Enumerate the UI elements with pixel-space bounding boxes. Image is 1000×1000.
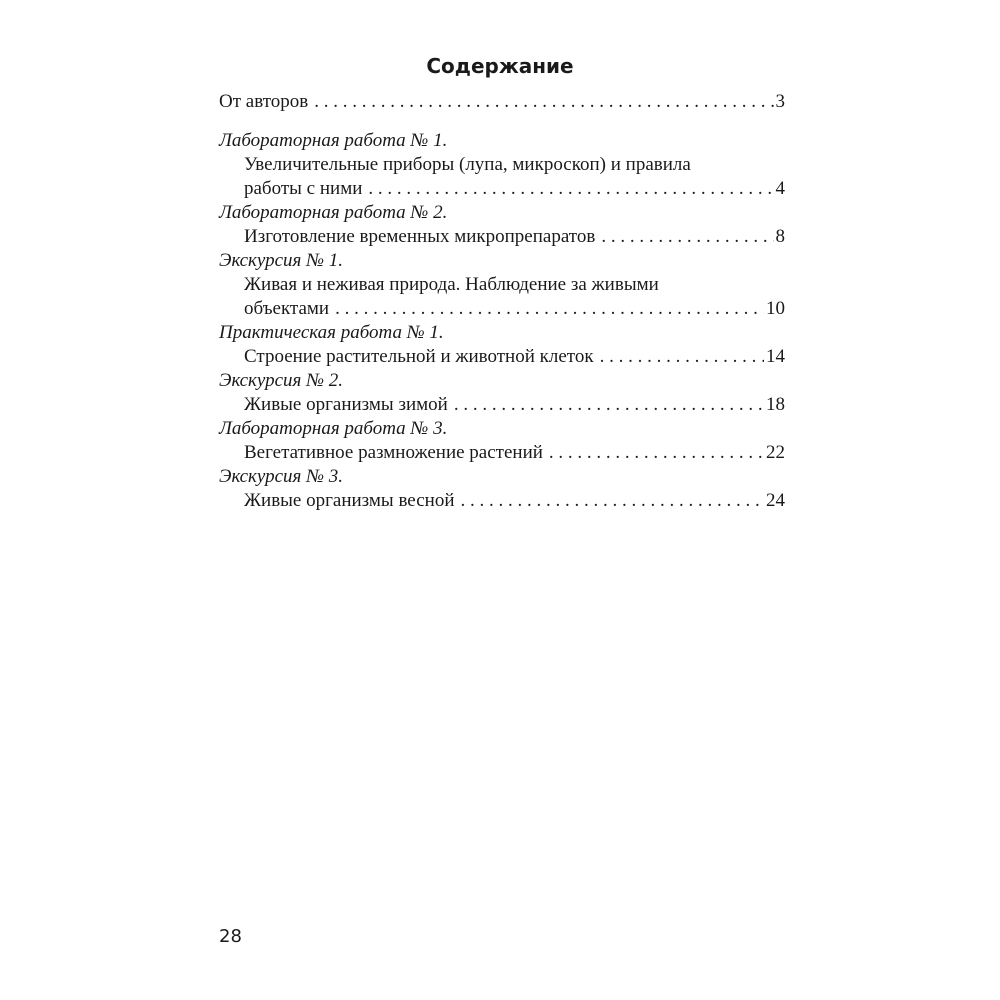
- toc-entry-text: Вегетативное размножение растений: [244, 442, 543, 463]
- toc-entry: [219, 177, 785, 201]
- toc-entry-text: Живые организмы весной: [244, 490, 455, 511]
- toc-section-heading: Практическая работа № 1.: [219, 322, 444, 343]
- toc-entry: [219, 393, 785, 417]
- toc-entry-page: 14: [766, 346, 785, 367]
- toc-entry-text: Живая и неживая природа. Наблюдение за живыми: [244, 274, 659, 295]
- toc-entry-text: объектами: [244, 298, 330, 319]
- toc-entry-text: Увеличительные приборы (лупа, микроскоп) и правила: [244, 154, 691, 175]
- toc-section-heading: Экскурсия № 2.: [219, 370, 344, 391]
- toc-entry-page: 3: [775, 91, 785, 112]
- page-title: Содержание: [426, 54, 574, 78]
- table-of-contents: [219, 90, 785, 513]
- toc-entry: [219, 297, 785, 321]
- toc-section-heading: Экскурсия № 1.: [219, 250, 344, 271]
- toc-section-heading: Экскурсия № 3.: [219, 466, 344, 487]
- dot-leader: [460, 489, 764, 513]
- toc-entry-page: 4: [775, 178, 785, 199]
- toc-entry: [219, 345, 785, 369]
- toc-entry: [219, 489, 785, 513]
- dot-leader: [454, 393, 764, 417]
- toc-section-heading: Лабораторная работа № 1.: [219, 130, 448, 151]
- dot-leader: [368, 177, 773, 201]
- toc-entry: [219, 441, 785, 465]
- toc-entry-page: 24: [766, 490, 785, 511]
- toc-entry-page: 10: [766, 298, 785, 319]
- toc-entry: [219, 225, 785, 249]
- toc-entry-text: работы с ними: [244, 178, 363, 199]
- dot-leader: [549, 441, 764, 465]
- dot-leader: [600, 345, 764, 369]
- dot-leader: [314, 90, 773, 114]
- dot-leader: [601, 225, 773, 249]
- toc-entry-page: 8: [775, 226, 785, 247]
- toc-entry-authors: [219, 90, 785, 114]
- toc-entry-page: 18: [766, 394, 785, 415]
- toc-entry-page: 22: [766, 442, 785, 463]
- toc-entry-text: Живые организмы зимой: [244, 394, 448, 415]
- toc-section-heading: Лабораторная работа № 3.: [219, 418, 448, 439]
- toc-entry-text: Изготовление временных микропрепаратов: [244, 226, 596, 247]
- toc-entry-text: От авторов: [219, 91, 309, 112]
- toc-section-heading: Лабораторная работа № 2.: [219, 202, 448, 223]
- toc-entry-text: Строение растительной и животной клеток: [244, 346, 594, 367]
- page-number: 28: [219, 926, 242, 947]
- dot-leader: [335, 297, 764, 321]
